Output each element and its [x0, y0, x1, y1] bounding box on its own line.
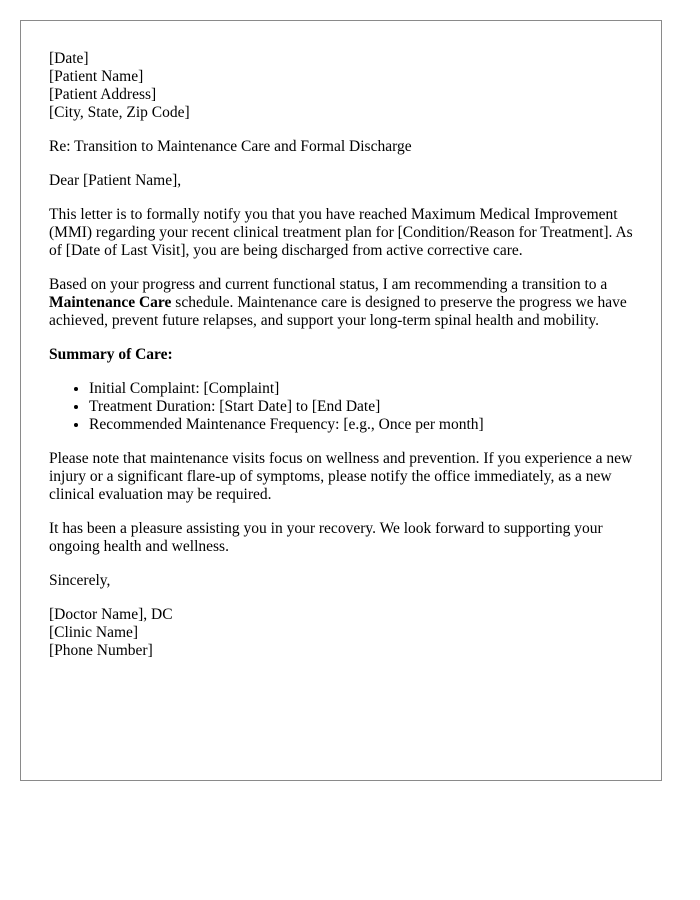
maintenance-care-term: Maintenance Care [49, 294, 172, 311]
address-block [49, 50, 633, 122]
letter-page [20, 20, 662, 781]
signature-block [49, 606, 633, 660]
paragraph-mmi-notice: This letter is to formally notify you that you have reached Maximum Medical Improvement (MMI) regarding your recent clinical treatment plan for [Condition/Reason for Treatment]. As of [Date of Last Visit], you are being discharged from active corrective care. [49, 206, 633, 259]
subject-line: Re: Transition to Maintenance Care and Formal Discharge [49, 138, 412, 155]
list-item: • Initial Complaint: [Complaint] [89, 380, 633, 398]
phone-number-line: [Phone Number] [49, 642, 153, 659]
paragraph-text-after: schedule. Maintenance care is designed to preserve the progress we have achieved, prevent future relapses, and support your long-term spinal health and mobility. [49, 294, 627, 329]
list-item: • Recommended Maintenance Frequency: [e.g., Once per month] [89, 416, 633, 434]
paragraph-text-before: Based on your progress and current functional status, I am recommending a transition to a [49, 276, 608, 293]
salutation: Dear [Patient Name], [49, 172, 182, 189]
patient-name-line: [Patient Name] [49, 68, 144, 85]
city-state-zip-line: [City, State, Zip Code] [49, 104, 190, 121]
paragraph-maintenance-note: Please note that maintenance visits focus on wellness and prevention. If you experience a new injury or a significant flare-up of symptoms, please notify the office immediately, as a new clinical evaluation may be required. [49, 450, 633, 503]
date-line: [Date] [49, 50, 89, 67]
summary-list [49, 380, 633, 434]
summary-heading: Summary of Care: [49, 346, 173, 363]
list-item: • Treatment Duration: [Start Date] to [End Date] [89, 398, 633, 416]
paragraph-maintenance-recommendation [49, 276, 633, 330]
patient-address-line: [Patient Address] [49, 86, 157, 103]
closing: Sincerely, [49, 572, 111, 589]
clinic-name-line: [Clinic Name] [49, 624, 139, 641]
paragraph-closing-remarks: It has been a pleasure assisting you in your recovery. We look forward to supporting your ongoing health and wellness. [49, 520, 603, 555]
doctor-name-line: [Doctor Name], DC [49, 606, 173, 623]
